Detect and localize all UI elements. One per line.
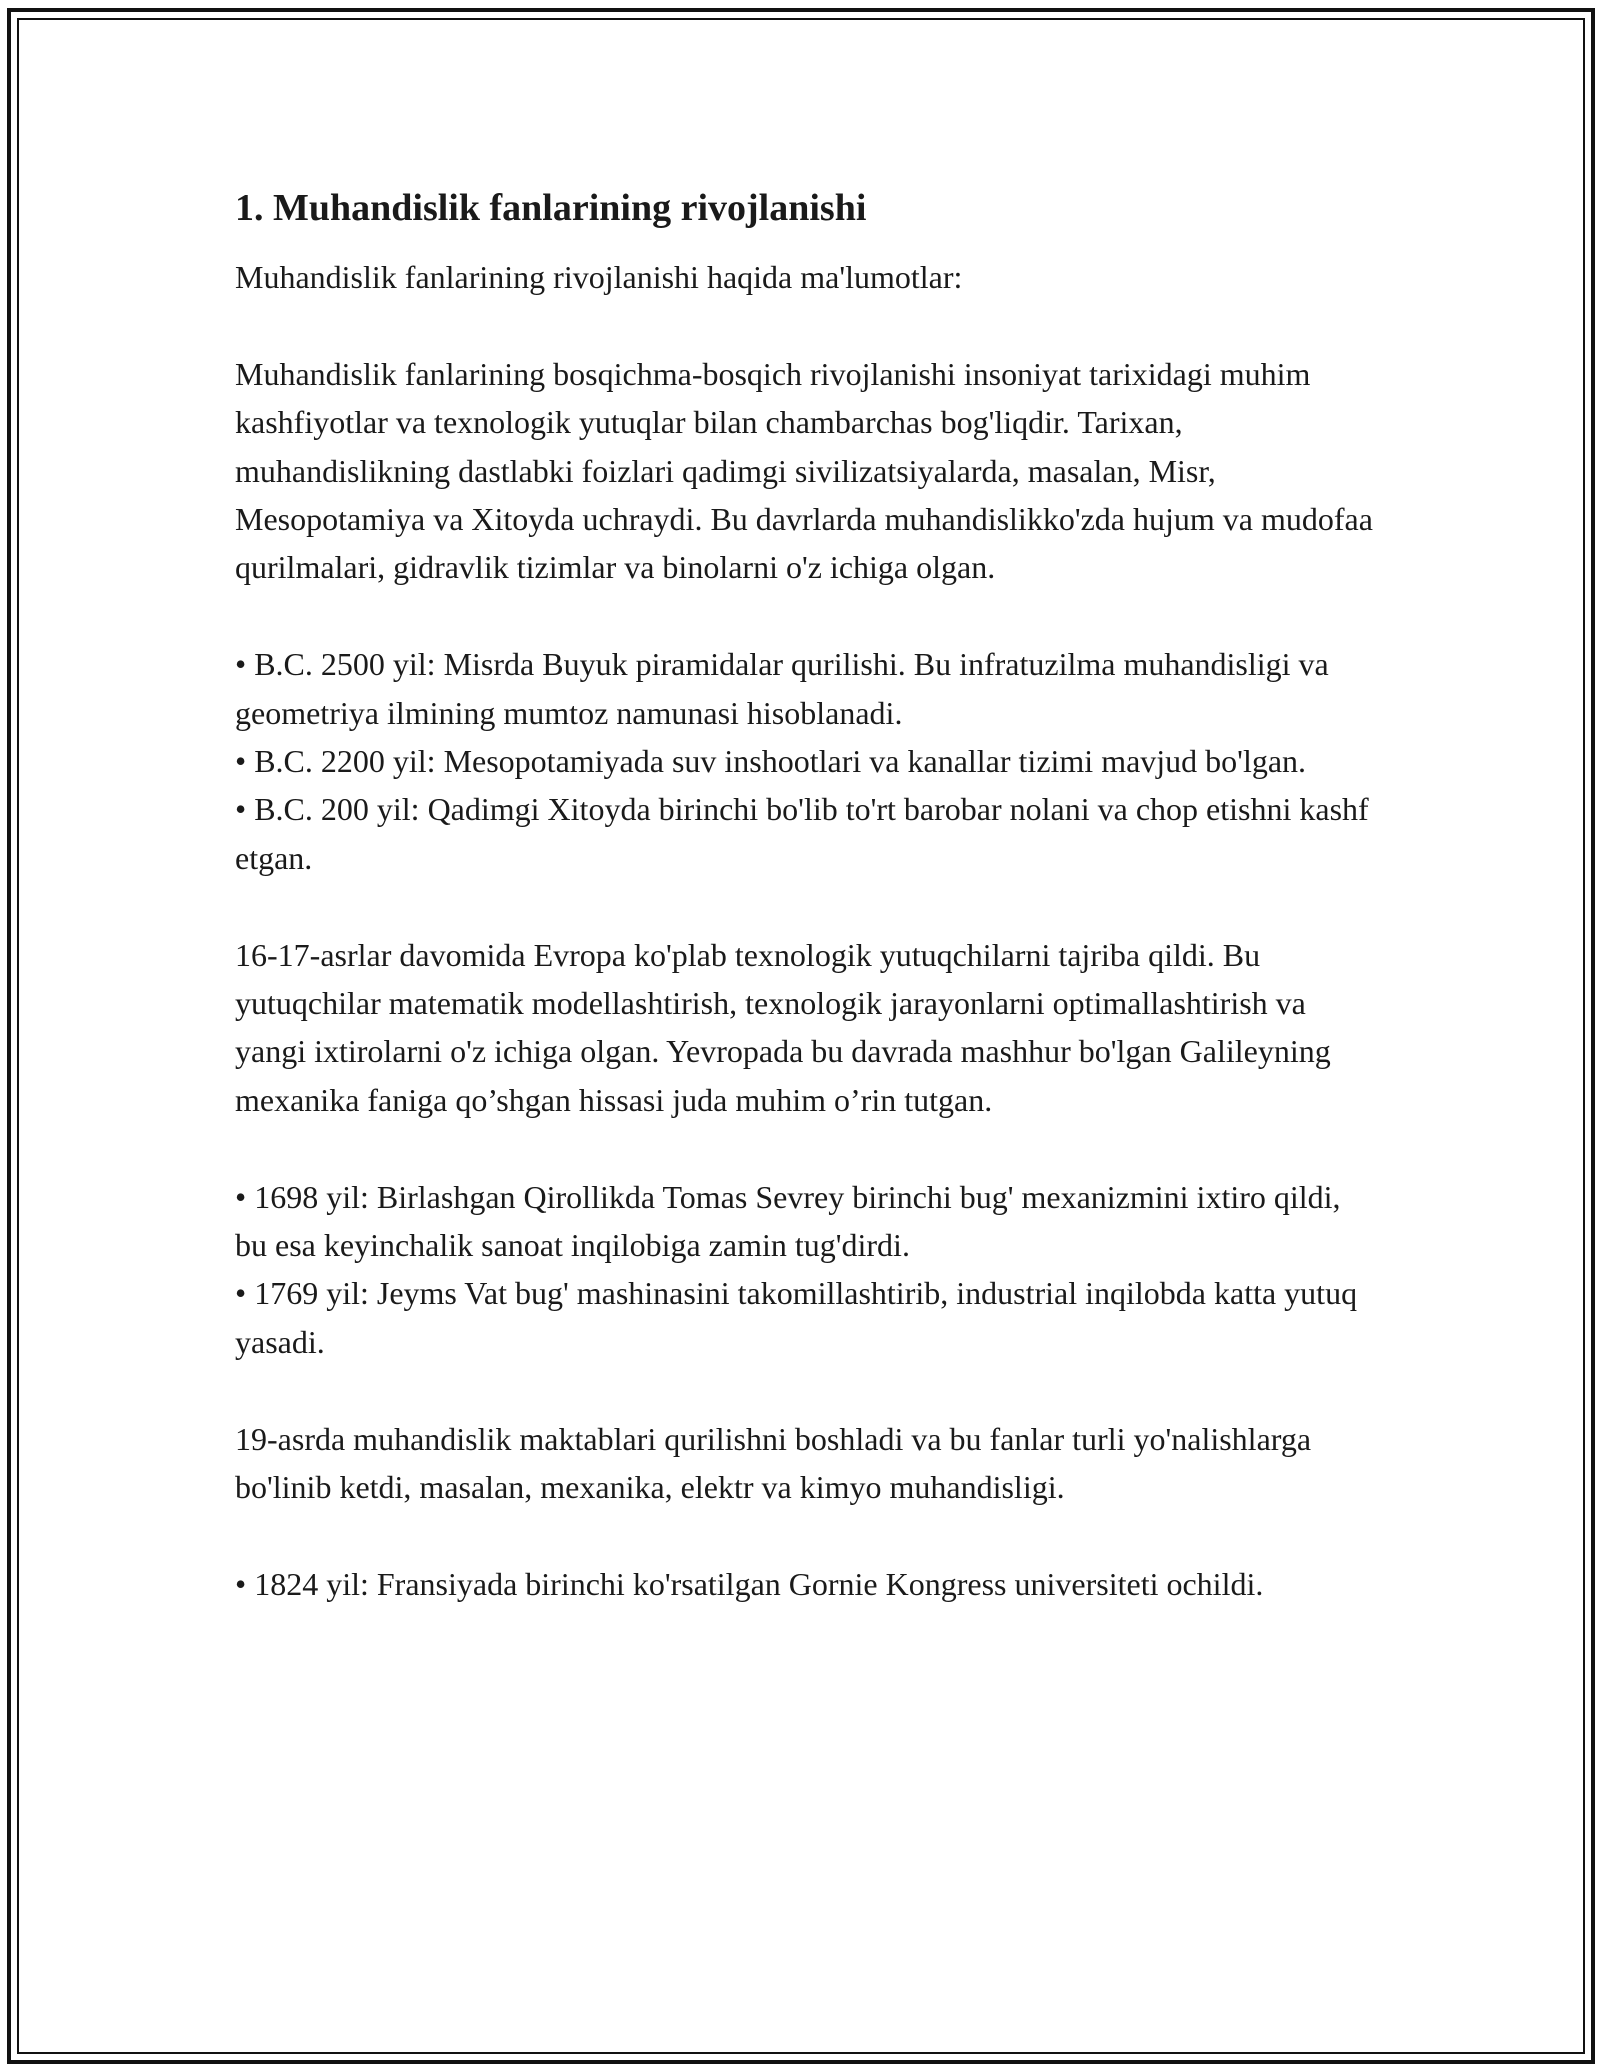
bullet-item: • B.C. 200 yil: Qadimgi Xitoyda birinchi bo'lib to'rt barobar nolani va chop etishni kashf etgan. — [235, 791, 1369, 876]
section-heading: 1. Muhandislik fanlarining rivojlanishi — [235, 187, 867, 229]
history-paragraph: Muhandislik fanlarining bosqichma-bosqich rivojlanishi insoniyat tarixidagi muhim kashfiyotlar va texnologik yutuqlar bilan chambarchas bog'liqdir. Tarixan, muhandislikning dastlabki foizlari qadimgi sivilizatsiyalarda, masalan, Misr, Mesopotamiya va Xitoyda uchraydi. Bu davrlarda muhandislikko'zda hujum va mudofaa qurilmalari, gidravlik tizimlar va binolarni o'z ichiga olgan. — [235, 355, 1373, 586]
bullet-item: • B.C. 2500 yil: Misrda Buyuk piramidalar qurilishi. Bu infratuzilma muhandisligi va geometriya ilmining mumtoz namunasi hisoblanadi. — [235, 646, 1329, 731]
bullet-item: • B.C. 2200 yil: Mesopotamiyada suv inshootlari va kanallar tizimi mavjud bo'lgan. — [235, 743, 1307, 780]
nineteenth-century-paragraph: 19-asrda muhandislik maktablari qurilishni boshladi va bu fanlar turli yo'nalishlarga bo'linib ketdi, masalan, mexanika, elektr va kimyo muhandisligi. — [235, 1420, 1312, 1506]
bullet-item: • 1824 yil: Fransiyada birinchi ko'rsatilgan Gornie Kongress universiteti ochildi. — [235, 1565, 1264, 1602]
document-body — [235, 185, 1375, 1608]
bullet-item: • 1769 yil: Jeyms Vat bug' mashinasini takomillashtirib, industrial inqilobda katta yutuq yasadi. — [235, 1275, 1358, 1360]
europe-paragraph: 16-17-asrlar davomida Evropa ko'plab texnologik yutuqchilarni tajriba qildi. Bu yutuqchilar matematik modellashtirish, texnologik jarayonlarni optimallashtirish va yangi ixtirolarni o'z ichiga olgan. Yevropada bu davrada mashhur bo'lgan Galileyning mexanika faniga qo’shgan hissasi juda muhim o’rin tutgan. — [235, 936, 1331, 1118]
intro-paragraph: Muhandislik fanlarining rivojlanishi haqida ma'lumotlar: — [235, 259, 963, 295]
bullet-item: • 1698 yil: Birlashgan Qirollikda Tomas Sevrey birinchi bug' mexanizmini ixtiro qildi, bu esa keyinchalik sanoat inqilobiga zamin tug'dirdi. — [235, 1178, 1341, 1264]
